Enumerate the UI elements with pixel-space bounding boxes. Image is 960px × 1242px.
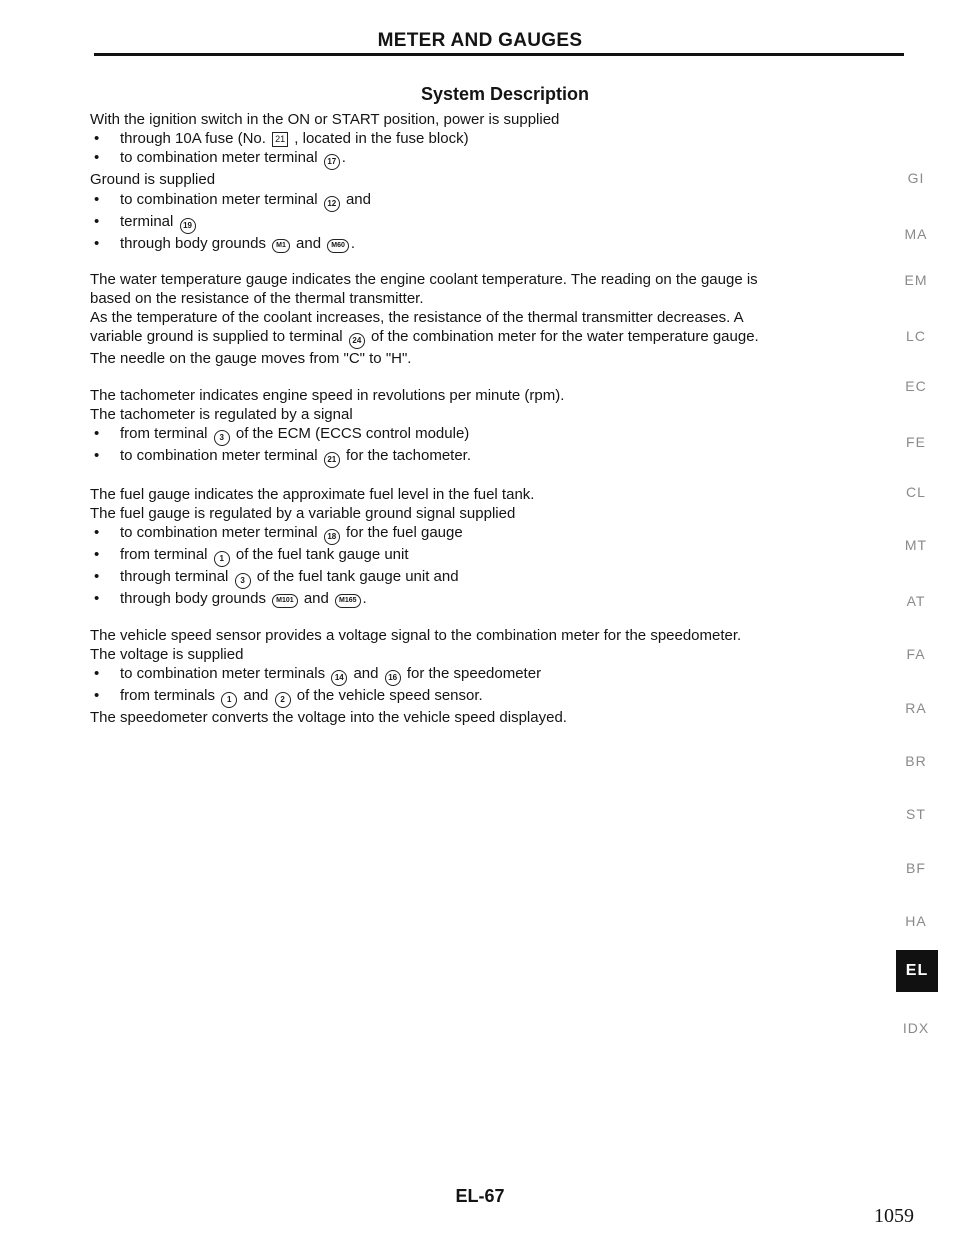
index-tab-ma[interactable]: MA	[904, 226, 928, 242]
text: to combination meter terminal	[120, 524, 318, 542]
index-tab-fe[interactable]: FE	[906, 434, 926, 450]
bullet-icon: •	[94, 590, 100, 608]
bullet-item	[90, 567, 898, 589]
terminal-number-icon: 16	[385, 670, 401, 686]
text: through body grounds	[120, 590, 266, 608]
bullet-icon: •	[94, 568, 100, 586]
bullet-item	[90, 148, 898, 170]
bullet-icon: •	[94, 687, 100, 705]
ground-connector-icon: M165	[335, 594, 361, 608]
text: and	[345, 190, 371, 208]
text: of the fuel tank gauge unit	[235, 546, 409, 564]
fuse-number-icon: 21	[272, 132, 288, 147]
text: through body grounds	[120, 234, 266, 252]
text: from terminal	[120, 425, 208, 443]
terminal-number-icon: 1	[221, 692, 237, 708]
text: for the fuel gauge	[345, 524, 463, 542]
bullet-icon: •	[94, 212, 100, 230]
bullet-item	[90, 446, 898, 468]
index-tab-mt[interactable]: MT	[904, 537, 928, 553]
text: variable ground is supplied to terminal	[90, 328, 343, 346]
text-line: The fuel gauge is regulated by a variable ground signal supplied	[90, 505, 516, 523]
text-line: With the ignition switch in the ON or START position, power is supplied	[90, 111, 560, 128]
text: , located in the fuse block)	[294, 130, 469, 148]
terminal-number-icon: 18	[324, 529, 340, 545]
index-tab-bf[interactable]: BF	[906, 860, 926, 876]
bullet-icon: •	[94, 546, 100, 564]
text: of the fuel tank gauge unit and	[256, 568, 459, 586]
section-index	[880, 0, 960, 1242]
bullet-item	[90, 664, 898, 686]
bullet-item	[90, 234, 898, 253]
terminal-number-icon: 17	[324, 154, 340, 170]
bullet-icon: •	[94, 524, 100, 542]
paragraph-water-temperature	[90, 270, 898, 369]
text: and	[353, 665, 379, 683]
terminal-number-icon: 24	[349, 333, 365, 349]
index-tab-st[interactable]: ST	[906, 806, 926, 822]
index-tab-el-active[interactable]: EL	[896, 950, 938, 992]
bullet-icon: •	[94, 665, 100, 683]
text: for the tachometer.	[345, 447, 472, 465]
index-tab-ra[interactable]: RA	[905, 700, 927, 716]
text-line: The fuel gauge indicates the approximate fuel level in the fuel tank.	[90, 486, 535, 504]
text: and	[303, 590, 329, 608]
text: to combination meter terminal	[120, 447, 318, 465]
text: .	[341, 149, 346, 167]
terminal-number-icon: 12	[324, 196, 340, 212]
text: from terminals	[120, 687, 216, 705]
terminal-number-icon: 2	[275, 692, 291, 708]
paragraph-power-ground	[90, 110, 898, 253]
index-tab-idx[interactable]: IDX	[902, 1020, 930, 1036]
terminal-number-icon: 21	[324, 452, 340, 468]
page-title: METER AND GAUGES	[377, 30, 583, 51]
ground-connector-icon: M1	[272, 239, 290, 253]
bullet-item	[90, 523, 898, 545]
terminal-number-icon: 3	[235, 573, 251, 589]
index-tab-ec[interactable]: EC	[905, 378, 927, 394]
text: to combination meter terminal	[120, 190, 318, 208]
index-tab-cl[interactable]: CL	[906, 484, 926, 500]
text: to combination meter terminals	[120, 665, 326, 683]
text-line: The speedometer converts the voltage into the vehicle speed displayed.	[90, 709, 567, 727]
text-line: The tachometer is regulated by a signal	[90, 405, 353, 423]
page-number: EL-67	[455, 1186, 505, 1206]
terminal-number-icon: 1	[214, 551, 230, 567]
bullet-item	[90, 686, 898, 708]
bullet-item	[90, 589, 898, 608]
text: to combination meter terminal	[120, 149, 318, 167]
index-tab-ha[interactable]: HA	[905, 913, 927, 929]
title-rule	[94, 53, 904, 56]
bullet-icon: •	[94, 190, 100, 208]
text-line	[90, 327, 898, 349]
text-line: The tachometer indicates engine speed in revolutions per minute (rpm).	[90, 386, 565, 404]
text-line: As the temperature of the coolant increases, the resistance of the thermal transmitter decreases. A	[90, 309, 744, 327]
bullet-item	[90, 212, 898, 234]
ground-connector-icon: M101	[272, 594, 298, 608]
text: of the combination meter for the water temperature gauge.	[371, 328, 759, 346]
terminal-number-icon: 3	[214, 430, 230, 446]
section-heading: System Description	[420, 84, 590, 104]
text: for the speedometer	[406, 665, 542, 683]
content	[90, 110, 898, 744]
ground-connector-icon: M60	[327, 239, 349, 253]
bullet-icon: •	[94, 130, 100, 148]
bullet-item	[90, 424, 898, 446]
bullet-item	[90, 129, 898, 148]
text: terminal	[120, 212, 174, 230]
text: of the vehicle speed sensor.	[296, 687, 483, 705]
text: .	[350, 234, 356, 252]
text: through terminal	[120, 568, 229, 586]
text: through 10A fuse (No.	[120, 130, 266, 148]
index-tab-em[interactable]: EM	[904, 272, 928, 288]
bullet-icon: •	[94, 447, 100, 465]
bullet-item	[90, 190, 898, 212]
bullet-item	[90, 545, 898, 567]
text: of the ECM (ECCS control module)	[235, 425, 470, 443]
text: .	[362, 590, 367, 608]
terminal-number-icon: 14	[331, 670, 347, 686]
index-tab-fa[interactable]: FA	[906, 646, 926, 662]
text: from terminal	[120, 546, 208, 564]
terminal-number-icon: 19	[180, 218, 196, 234]
text-line: based on the resistance of the thermal transmitter.	[90, 290, 424, 308]
text: and	[243, 687, 269, 705]
text: and	[296, 234, 322, 252]
paragraph-speedometer	[90, 626, 898, 728]
text-line: The voltage is supplied	[90, 645, 244, 663]
bullet-icon: •	[94, 234, 100, 252]
index-tab-at[interactable]: AT	[906, 593, 926, 609]
text-line: The vehicle speed sensor provides a voltage signal to the combination meter for the speedometer.	[90, 626, 742, 644]
paragraph-fuel-gauge	[90, 485, 898, 609]
bullet-icon: •	[94, 149, 100, 167]
bullet-icon: •	[94, 425, 100, 443]
sheet-number: 1059	[874, 1205, 914, 1227]
index-tab-br[interactable]: BR	[905, 753, 927, 769]
text-line: Ground is supplied	[90, 171, 216, 189]
text-line: The needle on the gauge moves from "C" to "H".	[90, 350, 412, 368]
text-line: The water temperature gauge indicates the engine coolant temperature. The reading on the gauge is	[90, 270, 758, 288]
paragraph-tachometer	[90, 386, 898, 468]
index-tab-lc[interactable]: LC	[906, 328, 926, 344]
index-tab-gi[interactable]: GI	[907, 170, 925, 186]
